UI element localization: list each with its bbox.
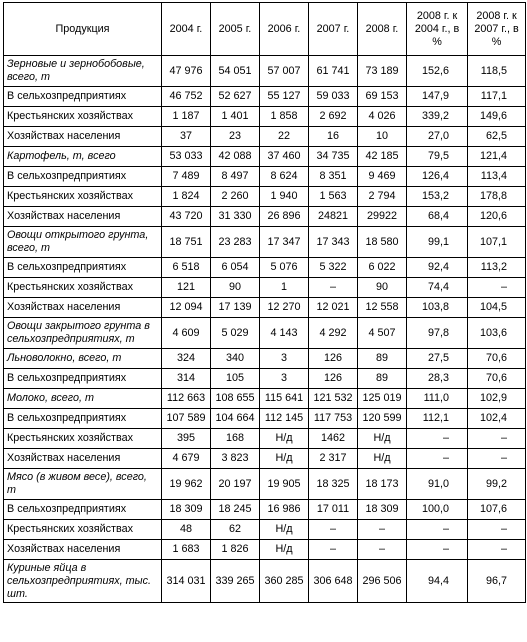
cell-pct-2007: – xyxy=(468,540,526,560)
cell-2008: 29922 xyxy=(358,207,407,227)
cell-2005: 18 245 xyxy=(211,500,260,520)
cell-2004: 43 720 xyxy=(162,207,211,227)
cell-pct-2007: 70,6 xyxy=(468,369,526,389)
cell-2008: 42 185 xyxy=(358,147,407,167)
row-label: Куриные яйца в сельхозпредприятиях, тыс. шт. xyxy=(4,560,162,603)
cell-pct-2004: – xyxy=(407,429,468,449)
cell-pct-2007: 102,4 xyxy=(468,409,526,429)
cell-2006: 22 xyxy=(260,127,309,147)
cell-2007: – xyxy=(309,278,358,298)
cell-pct-2007: 113,4 xyxy=(468,167,526,187)
cell-pct-2004: 112,1 xyxy=(407,409,468,429)
cell-2005: 6 054 xyxy=(211,258,260,278)
table-row xyxy=(4,389,526,409)
table-row xyxy=(4,107,526,127)
cell-pct-2004: – xyxy=(407,449,468,469)
cell-2008: 18 309 xyxy=(358,500,407,520)
cell-2005: 168 xyxy=(211,429,260,449)
cell-2007: 17 343 xyxy=(309,227,358,258)
cell-2004: 107 589 xyxy=(162,409,211,429)
table-row xyxy=(4,56,526,87)
cell-2008: 4 507 xyxy=(358,318,407,349)
cell-2004: 1 187 xyxy=(162,107,211,127)
cell-pct-2004: 27,5 xyxy=(407,349,468,369)
cell-2005: 104 664 xyxy=(211,409,260,429)
row-label: Хозяйствах населения xyxy=(4,449,162,469)
cell-2008: 4 026 xyxy=(358,107,407,127)
cell-pct-2004: – xyxy=(407,520,468,540)
cell-2004: 53 033 xyxy=(162,147,211,167)
cell-pct-2007: 149,6 xyxy=(468,107,526,127)
cell-2008: 10 xyxy=(358,127,407,147)
cell-2007: 34 735 xyxy=(309,147,358,167)
cell-pct-2007: 117,1 xyxy=(468,87,526,107)
cell-2007: 17 011 xyxy=(309,500,358,520)
table-row xyxy=(4,127,526,147)
production-table xyxy=(3,2,526,603)
cell-2006: 17 347 xyxy=(260,227,309,258)
cell-pct-2004: 103,8 xyxy=(407,298,468,318)
table-row xyxy=(4,369,526,389)
cell-2004: 1 683 xyxy=(162,540,211,560)
cell-2005: 42 088 xyxy=(211,147,260,167)
cell-pct-2004: 79,5 xyxy=(407,147,468,167)
cell-2006: 115 641 xyxy=(260,389,309,409)
cell-2005: 3 823 xyxy=(211,449,260,469)
cell-2004: 314 xyxy=(162,369,211,389)
cell-pct-2004: 152,6 xyxy=(407,56,468,87)
row-label: В сельхозпредприятиях xyxy=(4,369,162,389)
row-label: В сельхозпредприятиях xyxy=(4,409,162,429)
cell-2004: 18 751 xyxy=(162,227,211,258)
header-2008-vs-2004: 2008 г. к 2004 г., в % xyxy=(407,3,468,56)
cell-2007: 1462 xyxy=(309,429,358,449)
cell-2006: 360 285 xyxy=(260,560,309,603)
table-row xyxy=(4,258,526,278)
cell-2008: 12 558 xyxy=(358,298,407,318)
cell-2007: 2 317 xyxy=(309,449,358,469)
cell-pct-2004: 99,1 xyxy=(407,227,468,258)
cell-2007: 4 292 xyxy=(309,318,358,349)
table-row xyxy=(4,449,526,469)
table-row xyxy=(4,520,526,540)
row-label: В сельхозпредприятиях xyxy=(4,87,162,107)
cell-pct-2007: 99,2 xyxy=(468,469,526,500)
cell-2006: 1 858 xyxy=(260,107,309,127)
cell-pct-2004: 153,2 xyxy=(407,187,468,207)
cell-2008: 18 580 xyxy=(358,227,407,258)
table-row xyxy=(4,87,526,107)
cell-2006: 16 986 xyxy=(260,500,309,520)
header-2005: 2005 г. xyxy=(211,3,260,56)
table-row xyxy=(4,469,526,500)
cell-2006: Н/д xyxy=(260,429,309,449)
table-header-row xyxy=(4,3,526,56)
cell-2008: 125 019 xyxy=(358,389,407,409)
cell-2006: 1 940 xyxy=(260,187,309,207)
cell-2007: – xyxy=(309,540,358,560)
cell-pct-2004: 68,4 xyxy=(407,207,468,227)
cell-2004: 7 489 xyxy=(162,167,211,187)
cell-pct-2004: 111,0 xyxy=(407,389,468,409)
cell-pct-2004: 74,4 xyxy=(407,278,468,298)
cell-pct-2007: – xyxy=(468,520,526,540)
row-label: Молоко, всего, т xyxy=(4,389,162,409)
cell-2007: 18 325 xyxy=(309,469,358,500)
cell-pct-2007: 102,9 xyxy=(468,389,526,409)
row-label: Мясо (в живом весе), всего, т xyxy=(4,469,162,500)
row-label: Крестьянских хозяйствах xyxy=(4,520,162,540)
cell-2007: 8 351 xyxy=(309,167,358,187)
cell-2005: 31 330 xyxy=(211,207,260,227)
cell-pct-2007: – xyxy=(468,278,526,298)
cell-pct-2007: 107,6 xyxy=(468,500,526,520)
table-row xyxy=(4,349,526,369)
cell-2004: 4 609 xyxy=(162,318,211,349)
table-row xyxy=(4,187,526,207)
cell-pct-2007: 120,6 xyxy=(468,207,526,227)
cell-2008: 90 xyxy=(358,278,407,298)
cell-pct-2004: – xyxy=(407,540,468,560)
cell-2005: 108 655 xyxy=(211,389,260,409)
row-label: Крестьянских хозяйствах xyxy=(4,107,162,127)
cell-2006: 5 076 xyxy=(260,258,309,278)
cell-2004: 121 xyxy=(162,278,211,298)
cell-2004: 4 679 xyxy=(162,449,211,469)
row-label: Крестьянских хозяйствах xyxy=(4,278,162,298)
cell-2005: 8 497 xyxy=(211,167,260,187)
cell-2005: 23 xyxy=(211,127,260,147)
row-label: В сельхозпредприятиях xyxy=(4,500,162,520)
cell-2008: 120 599 xyxy=(358,409,407,429)
header-2007: 2007 г. xyxy=(309,3,358,56)
row-label: В сельхозпредприятиях xyxy=(4,167,162,187)
cell-2004: 1 824 xyxy=(162,187,211,207)
cell-2006: 3 xyxy=(260,369,309,389)
cell-2007: 61 741 xyxy=(309,56,358,87)
cell-2007: 117 753 xyxy=(309,409,358,429)
cell-pct-2004: 97,8 xyxy=(407,318,468,349)
table-row xyxy=(4,429,526,449)
cell-pct-2007: 178,8 xyxy=(468,187,526,207)
cell-2004: 18 309 xyxy=(162,500,211,520)
cell-2007: 59 033 xyxy=(309,87,358,107)
cell-2004: 37 xyxy=(162,127,211,147)
cell-pct-2007: 70,6 xyxy=(468,349,526,369)
table-row xyxy=(4,167,526,187)
cell-2005: 339 265 xyxy=(211,560,260,603)
cell-2004: 6 518 xyxy=(162,258,211,278)
table-row xyxy=(4,540,526,560)
cell-2007: 306 648 xyxy=(309,560,358,603)
cell-2008: 18 173 xyxy=(358,469,407,500)
cell-pct-2007: 103,6 xyxy=(468,318,526,349)
row-label: Хозяйствах населения xyxy=(4,207,162,227)
row-label: Хозяйствах населения xyxy=(4,540,162,560)
table-row xyxy=(4,500,526,520)
row-label: Хозяйствах населения xyxy=(4,127,162,147)
cell-2008: – xyxy=(358,520,407,540)
cell-pct-2004: 147,9 xyxy=(407,87,468,107)
cell-2004: 314 031 xyxy=(162,560,211,603)
cell-2004: 48 xyxy=(162,520,211,540)
cell-2008: 6 022 xyxy=(358,258,407,278)
cell-pct-2007: 107,1 xyxy=(468,227,526,258)
cell-2005: 340 xyxy=(211,349,260,369)
cell-pct-2004: 27,0 xyxy=(407,127,468,147)
cell-2006: 8 624 xyxy=(260,167,309,187)
cell-2005: 5 029 xyxy=(211,318,260,349)
cell-2005: 2 260 xyxy=(211,187,260,207)
table-row xyxy=(4,278,526,298)
cell-pct-2007: – xyxy=(468,429,526,449)
cell-pct-2004: 28,3 xyxy=(407,369,468,389)
cell-pct-2007: 113,2 xyxy=(468,258,526,278)
cell-2005: 20 197 xyxy=(211,469,260,500)
cell-2007: 5 322 xyxy=(309,258,358,278)
cell-2007: – xyxy=(309,520,358,540)
cell-2004: 46 752 xyxy=(162,87,211,107)
header-2004: 2004 г. xyxy=(162,3,211,56)
cell-2006: Н/д xyxy=(260,540,309,560)
cell-pct-2004: 92,4 xyxy=(407,258,468,278)
row-label: Льноволокно, всего, т xyxy=(4,349,162,369)
cell-2006: 3 xyxy=(260,349,309,369)
cell-2006: 19 905 xyxy=(260,469,309,500)
cell-2008: 89 xyxy=(358,349,407,369)
table-row xyxy=(4,227,526,258)
table-row xyxy=(4,207,526,227)
row-label: Крестьянских хозяйствах xyxy=(4,187,162,207)
row-label: Зерновые и зернобобовые, всего, т xyxy=(4,56,162,87)
cell-2008: Н/д xyxy=(358,429,407,449)
cell-2008: 9 469 xyxy=(358,167,407,187)
table-body xyxy=(4,56,526,603)
row-label: Картофель, т, всего xyxy=(4,147,162,167)
cell-2004: 395 xyxy=(162,429,211,449)
cell-2008: 89 xyxy=(358,369,407,389)
cell-pct-2004: 339,2 xyxy=(407,107,468,127)
cell-2007: 24821 xyxy=(309,207,358,227)
cell-2007: 16 xyxy=(309,127,358,147)
cell-2004: 47 976 xyxy=(162,56,211,87)
cell-2004: 112 663 xyxy=(162,389,211,409)
table-row xyxy=(4,298,526,318)
cell-pct-2007: 96,7 xyxy=(468,560,526,603)
header-2006: 2006 г. xyxy=(260,3,309,56)
cell-2005: 17 139 xyxy=(211,298,260,318)
cell-2006: 55 127 xyxy=(260,87,309,107)
cell-2008: 73 189 xyxy=(358,56,407,87)
cell-pct-2004: 100,0 xyxy=(407,500,468,520)
row-label: В сельхозпредприятиях xyxy=(4,258,162,278)
cell-2006: 1 xyxy=(260,278,309,298)
cell-pct-2004: 91,0 xyxy=(407,469,468,500)
cell-2006: 37 460 xyxy=(260,147,309,167)
cell-2005: 1 826 xyxy=(211,540,260,560)
cell-2006: Н/д xyxy=(260,449,309,469)
cell-2008: 2 794 xyxy=(358,187,407,207)
cell-2007: 126 xyxy=(309,349,358,369)
cell-2007: 121 532 xyxy=(309,389,358,409)
row-label: Крестьянских хозяйствах xyxy=(4,429,162,449)
cell-2008: Н/д xyxy=(358,449,407,469)
cell-pct-2007: 104,5 xyxy=(468,298,526,318)
cell-2004: 12 094 xyxy=(162,298,211,318)
header-2008-vs-2007: 2008 г. к 2007 г., в % xyxy=(468,3,526,56)
cell-pct-2004: 94,4 xyxy=(407,560,468,603)
cell-2005: 52 627 xyxy=(211,87,260,107)
cell-2005: 105 xyxy=(211,369,260,389)
cell-pct-2007: 118,5 xyxy=(468,56,526,87)
cell-2007: 1 563 xyxy=(309,187,358,207)
cell-2006: 12 270 xyxy=(260,298,309,318)
cell-2007: 12 021 xyxy=(309,298,358,318)
row-label: Овощи открытого грунта, всего, т xyxy=(4,227,162,258)
cell-2005: 90 xyxy=(211,278,260,298)
header-product: Продукция xyxy=(4,3,162,56)
table-row xyxy=(4,560,526,603)
cell-2006: 4 143 xyxy=(260,318,309,349)
table-row xyxy=(4,318,526,349)
cell-pct-2007: 62,5 xyxy=(468,127,526,147)
row-label: Овощи закрытого грунта в сельхозпредприятиях, т xyxy=(4,318,162,349)
cell-pct-2004: 126,4 xyxy=(407,167,468,187)
cell-pct-2007: 121,4 xyxy=(468,147,526,167)
cell-2008: – xyxy=(358,540,407,560)
cell-2007: 126 xyxy=(309,369,358,389)
header-2008: 2008 г. xyxy=(358,3,407,56)
cell-2005: 23 283 xyxy=(211,227,260,258)
cell-2004: 19 962 xyxy=(162,469,211,500)
cell-2008: 296 506 xyxy=(358,560,407,603)
cell-2005: 54 051 xyxy=(211,56,260,87)
cell-2004: 324 xyxy=(162,349,211,369)
cell-2006: Н/д xyxy=(260,520,309,540)
cell-pct-2007: – xyxy=(468,449,526,469)
cell-2007: 2 692 xyxy=(309,107,358,127)
row-label: Хозяйствах населения xyxy=(4,298,162,318)
table-row xyxy=(4,147,526,167)
table-row xyxy=(4,409,526,429)
cell-2005: 1 401 xyxy=(211,107,260,127)
cell-2008: 69 153 xyxy=(358,87,407,107)
cell-2005: 62 xyxy=(211,520,260,540)
cell-2006: 57 007 xyxy=(260,56,309,87)
cell-2006: 26 896 xyxy=(260,207,309,227)
cell-2006: 112 145 xyxy=(260,409,309,429)
